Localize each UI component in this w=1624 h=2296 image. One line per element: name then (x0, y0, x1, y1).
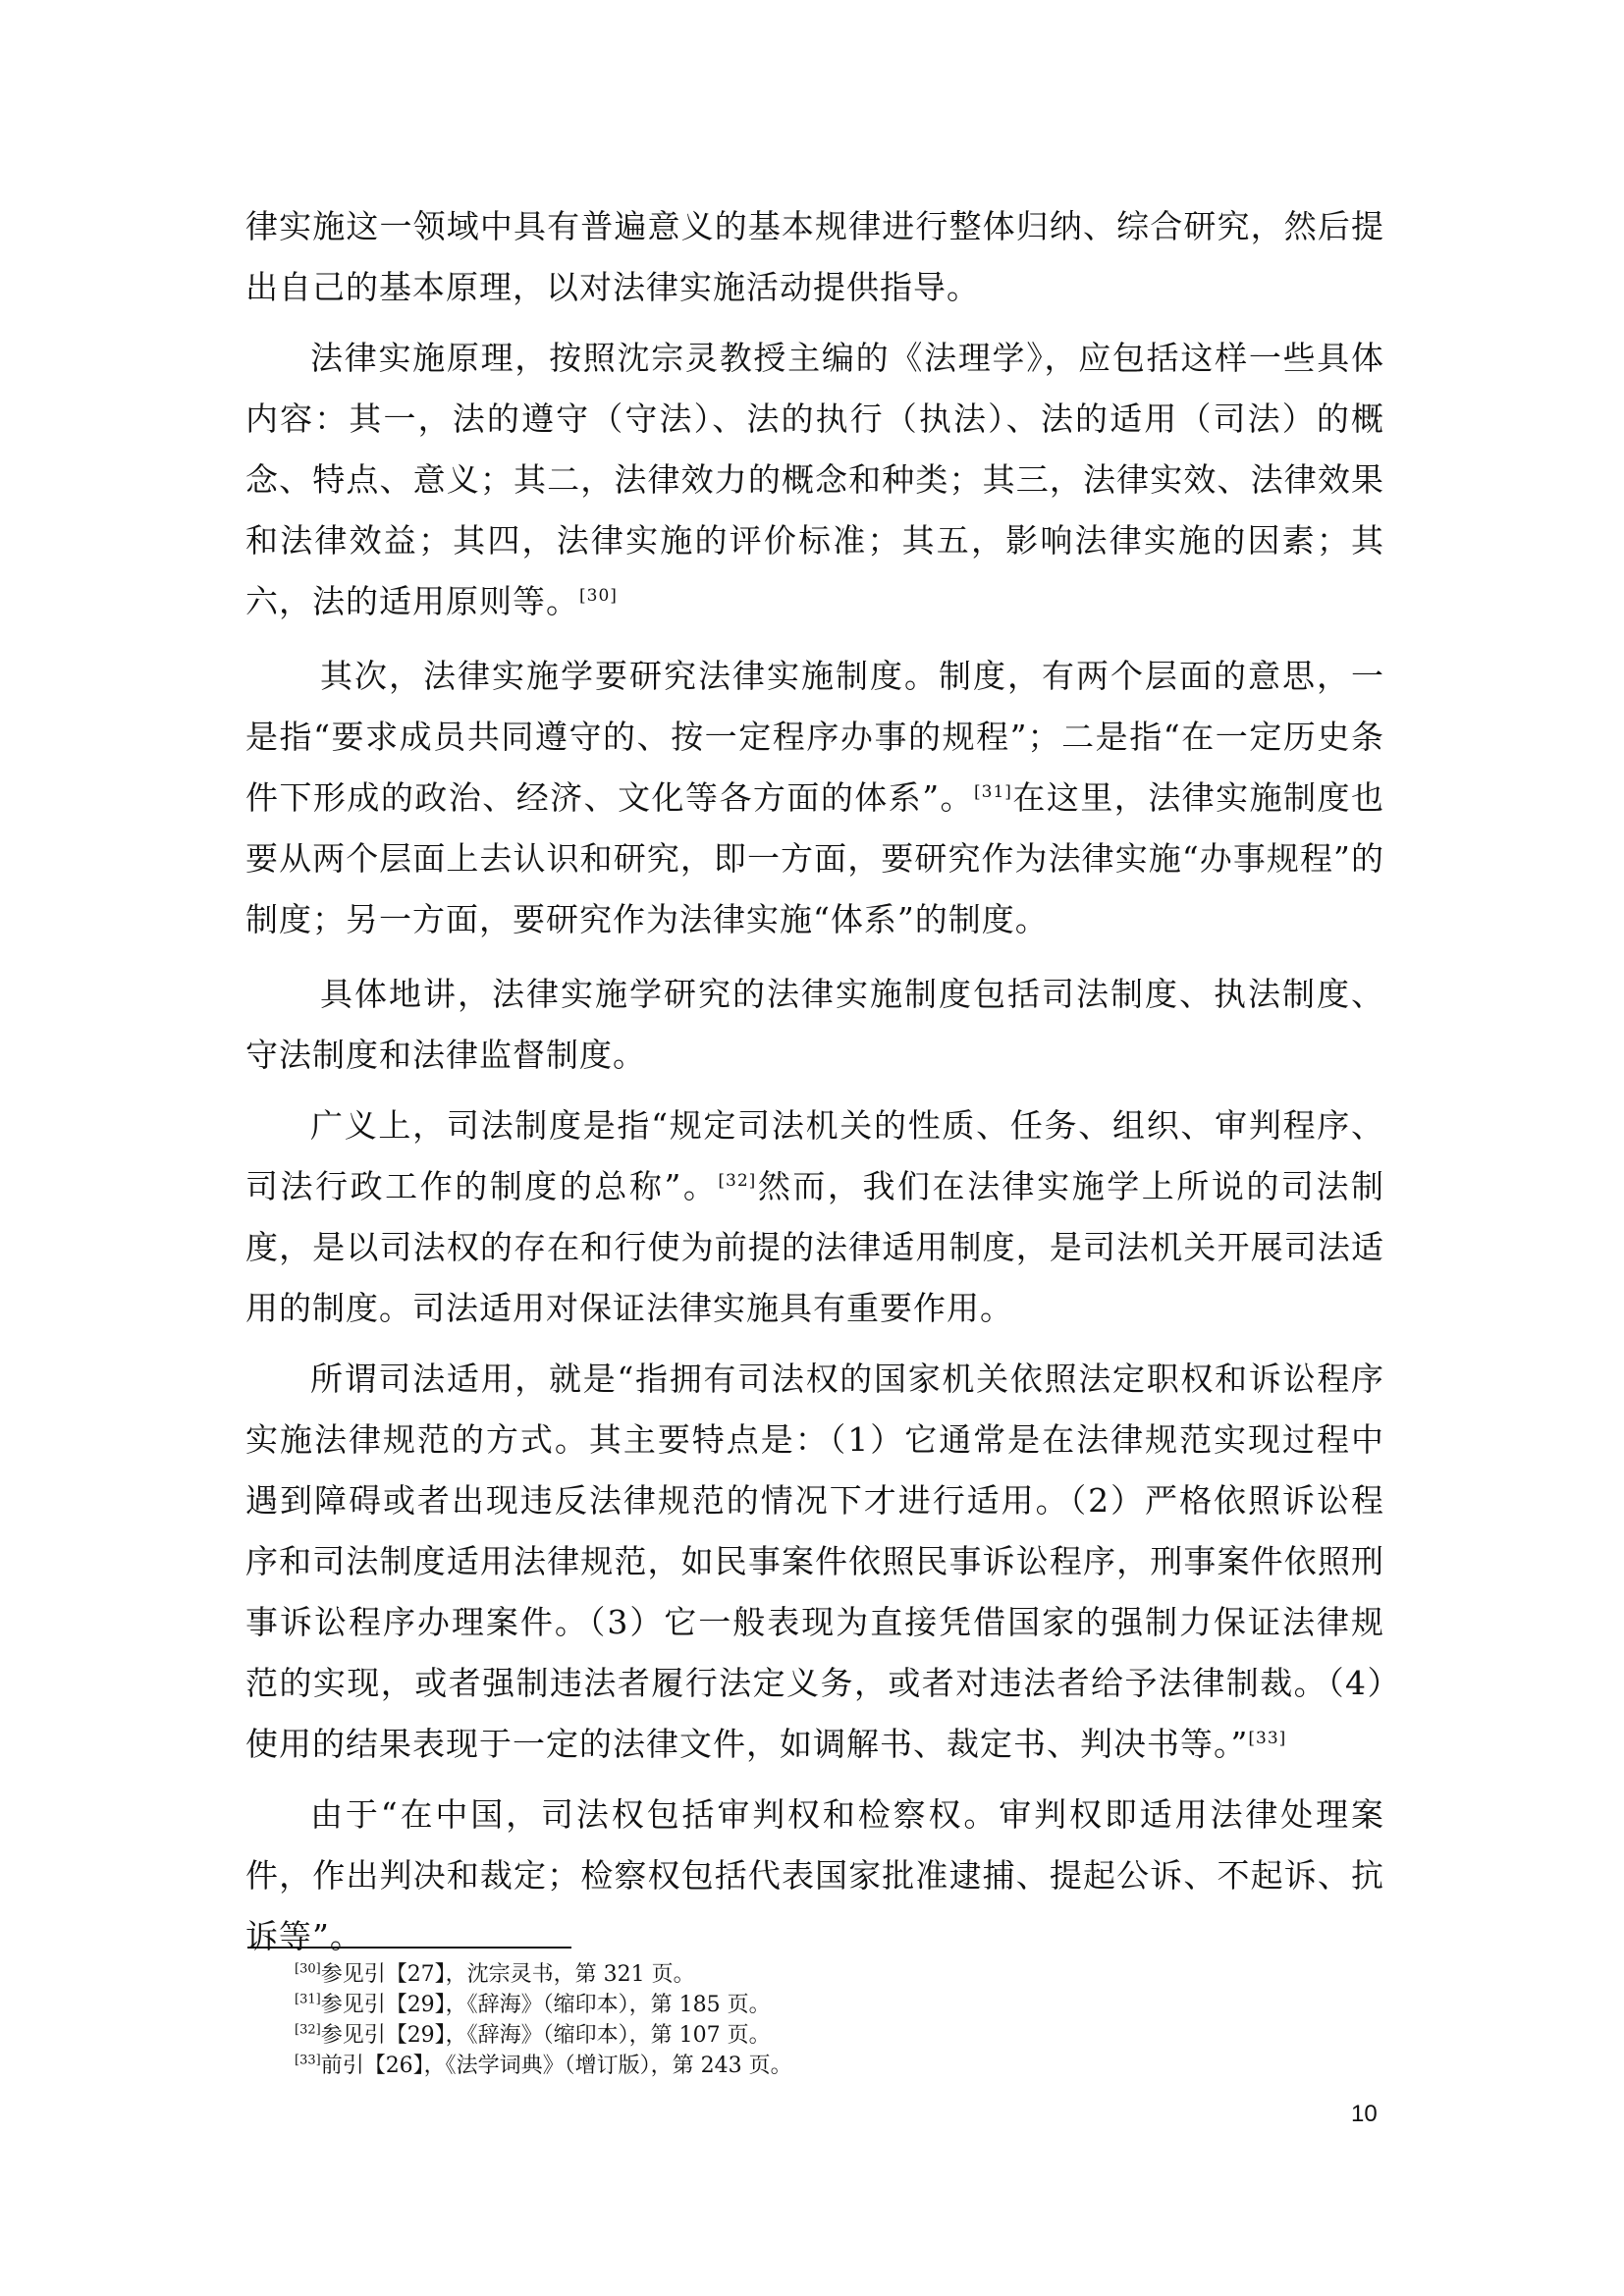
footnote (295, 2020, 1276, 2051)
footnote-reference: [30] (579, 586, 618, 606)
footnote (295, 1990, 1276, 2020)
paragraph-text: 所谓司法适用，就是“指拥有司法权的国家机关依照法定职权和诉讼程序实施法律规范的方式。其主要特点是：（1）它通常是在法律规范实现过程中遇到障碍或者出现违反法律规范的情况下才进行适用。（2）严格依照诉讼程序和司法制度适用法律规范，如民事案件依照民事诉讼程序，刑事案件依照刑事诉讼程序办理案件。（3）它一般表现为直接凭借国家的强制力保证法律规范的实现，或者强制违法者履行法定义务，或者对违法者给予法律制裁。（4）使用的结果表现于一定的法律文件，如调解书、裁定书、判决书等。” (245, 1360, 1384, 1763)
footnote (295, 1959, 1276, 1990)
paragraph (245, 1349, 1384, 1775)
footnote-text: 前引【26】，《法学词典》（增订版），第 243 页。 (320, 2054, 792, 2078)
paragraph (245, 1095, 1384, 1339)
footnote-mark: [31] (295, 1992, 321, 2007)
paragraph-text: 律实施这一领域中具有普遍意义的基本规律进行整体归纳、综合研究，然后提出自己的基本原理，以对法律实施活动提供指导。 (245, 207, 1384, 306)
footnote-reference: [32] (718, 1171, 757, 1191)
footnote-text: 参见引【29】，《辞海》（缩印本），第 107 页。 (320, 2023, 771, 2048)
footnote-mark: [33] (295, 2053, 321, 2068)
footnote (295, 2051, 1276, 2081)
footnote-separator (247, 1947, 571, 1949)
paragraph (245, 964, 1384, 1086)
footnote-reference: [31] (974, 782, 1012, 802)
paragraph-text: 广义上，司法制度是指“规定司法机关的性质、任务、组织、审判程序、司法行政工作的制度的总称”。 (245, 1106, 1384, 1205)
paragraph (245, 646, 1384, 950)
paragraph (245, 328, 1384, 632)
footnote-reference: [33] (1248, 1729, 1287, 1748)
paragraph-text-continued: 在这里，法律实施制度也要从两个层面上去认识和研究，即一方面，要研究作为法律实施“办事规程”的制度；另一方面，要研究作为法律实施“体系”的制度。 (245, 778, 1385, 938)
paragraph-text: 具体地讲，法律实施学研究的法律实施制度包括司法制度、执法制度、守法制度和法律监督制度。 (245, 975, 1384, 1074)
paragraph-text: 法律实施原理，按照沈宗灵教授主编的《法理学》，应包括这样一些具体内容：其一，法的遵守（守法）、法的执行（执法）、法的适用（司法）的概念、特点、意义；其二，法律效力的概念和种类；其三，法律实效、法律效果和法律效益；其四，法律实施的评价标准；其五，影响法律实施的因素；其六，法的适用原则等。 (245, 339, 1384, 620)
paragraph-text: 其次，法律实施学要研究法律实施制度。制度，有两个层面的意思，一是指“要求成员共同遵守的、按一定程序办事的规程”；二是指“在一定历史条件下形成的政治、经济、文化等各方面的体系”。 (245, 657, 1384, 817)
paragraph (245, 196, 1384, 318)
footnotes (295, 1959, 1276, 2081)
footnote-text: 参见引【29】，《辞海》（缩印本），第 185 页。 (320, 1993, 771, 2017)
footnote-text: 参见引【27】，沈宗灵书，第 321 页。 (320, 1962, 695, 1987)
footnote-mark: [32] (295, 2022, 321, 2038)
footnote-mark: [30] (295, 1961, 321, 1977)
paragraph-text-continued: 然而，我们在法律实施学上所说的司法制度，是以司法权的存在和行使为前提的法律适用制度，是司法机关开展司法适用的制度。司法适用对保证法律实施具有重要作用。 (245, 1167, 1384, 1327)
paragraph-text: 由于“在中国，司法权包括审判权和检察权。审判权即适用法律处理案件，作出判决和裁定；检察权包括代表国家批准逮捕、提起公诉、不起诉、抗诉等”。 (245, 1795, 1384, 1955)
page-number: 10 (1351, 2101, 1378, 2127)
body-text (245, 196, 1384, 1967)
paragraph (245, 1785, 1384, 1967)
